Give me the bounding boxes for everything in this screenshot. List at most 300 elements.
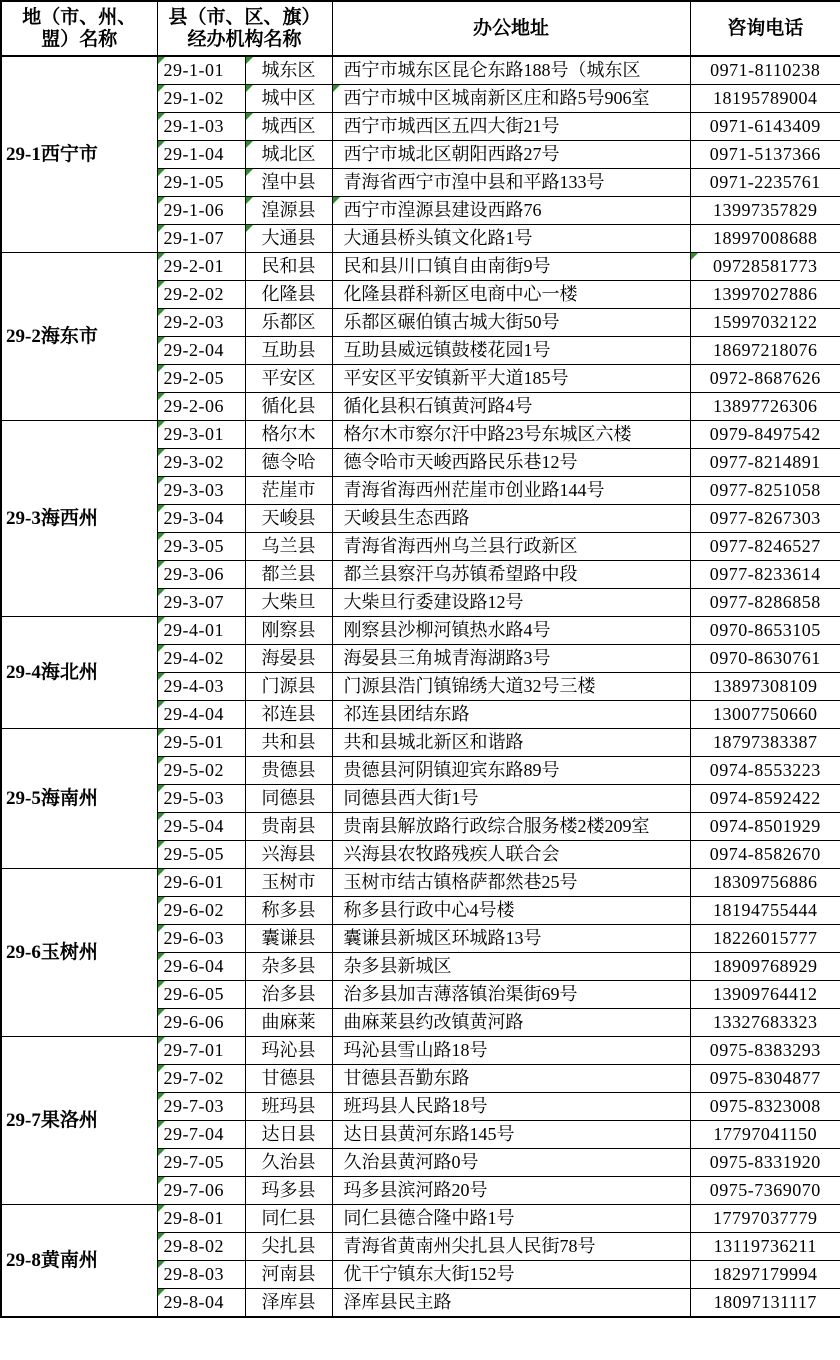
name-cell: [245, 113, 332, 141]
name-cell: [245, 589, 332, 617]
address-cell: [332, 813, 690, 841]
address-cell: [332, 281, 690, 309]
phone-text: 18194755444: [713, 900, 818, 921]
phone-cell: [690, 561, 840, 589]
code-cell: [157, 925, 245, 953]
name-text: 共和县: [261, 732, 316, 753]
code-text: 29-1-07: [163, 228, 224, 249]
name-cell: [245, 253, 332, 281]
green-triangle-icon: [246, 197, 253, 204]
name-text: 湟中县: [261, 172, 316, 193]
address-cell: [332, 253, 690, 281]
table-header: [1, 1, 840, 56]
address-text: 西宁市城西区五四大街21号: [343, 116, 560, 137]
green-triangle-icon: [158, 617, 165, 624]
code-text: 29-4-03: [163, 676, 224, 697]
name-cell: [245, 869, 332, 897]
phone-text: 18297179994: [713, 1264, 818, 1285]
code-text: 29-3-06: [163, 564, 224, 585]
code-text: 29-3-07: [163, 592, 224, 613]
address-cell: [332, 1177, 690, 1205]
name-text: 大柴旦: [261, 592, 316, 613]
name-text: 班玛县: [261, 1096, 316, 1117]
phone-text: 0977-8251058: [709, 480, 821, 501]
address-cell: [332, 953, 690, 981]
table-row: [1, 1205, 840, 1233]
address-text: 互助县威远镇鼓楼花园1号: [343, 340, 551, 361]
name-cell: [245, 729, 332, 757]
name-text: 祁连县: [261, 704, 316, 725]
phone-cell: [690, 197, 840, 225]
phone-text: 0975-8304877: [709, 1068, 821, 1089]
address-cell: [332, 925, 690, 953]
code-text: 29-2-01: [163, 256, 224, 277]
phone-cell: [690, 365, 840, 393]
phone-cell: [690, 1093, 840, 1121]
address-cell: [332, 1037, 690, 1065]
code-cell: [157, 1233, 245, 1261]
green-triangle-icon: [691, 253, 698, 260]
code-cell: [157, 729, 245, 757]
phone-text: 13897726306: [713, 396, 818, 417]
address-text: 达日县黄河东路145号: [343, 1124, 515, 1145]
code-cell: [157, 197, 245, 225]
address-cell: [332, 841, 690, 869]
code-text: 29-6-04: [163, 956, 224, 977]
name-cell: [245, 281, 332, 309]
code-cell: [157, 1177, 245, 1205]
address-text: 班玛县人民路18号: [343, 1096, 488, 1117]
code-text: 29-7-06: [163, 1180, 224, 1201]
name-cell: [245, 785, 332, 813]
phone-cell: [690, 1205, 840, 1233]
address-text: 贵德县河阴镇迎宾东路89号: [343, 760, 560, 781]
green-triangle-icon: [158, 785, 165, 792]
name-text: 城东区: [261, 60, 316, 81]
green-triangle-icon: [158, 813, 165, 820]
green-triangle-icon: [158, 729, 165, 736]
code-cell: [157, 477, 245, 505]
address-cell: [332, 1009, 690, 1037]
phone-text: 13997027886: [713, 284, 818, 305]
address-text: 西宁市城北区朝阳西路27号: [343, 144, 560, 165]
name-cell: [245, 813, 332, 841]
green-triangle-icon: [158, 841, 165, 848]
address-cell: [332, 897, 690, 925]
green-triangle-icon: [158, 1093, 165, 1100]
green-triangle-icon: [158, 477, 165, 484]
green-triangle-icon: [158, 869, 165, 876]
phone-text: 13007750660: [713, 704, 818, 725]
code-cell: [157, 869, 245, 897]
phone-text: 0975-8323008: [709, 1096, 821, 1117]
phone-cell: [690, 281, 840, 309]
name-text: 海晏县: [261, 648, 316, 669]
address-text: 大柴旦行委建设路12号: [343, 592, 524, 613]
address-cell: [332, 477, 690, 505]
code-cell: [157, 309, 245, 337]
code-cell: [157, 533, 245, 561]
code-cell: [157, 169, 245, 197]
region-cell: 29-1西宁市: [1, 56, 157, 253]
phone-cell: [690, 645, 840, 673]
address-cell: [332, 757, 690, 785]
name-cell: [245, 981, 332, 1009]
phone-text: 0974-8592422: [709, 788, 821, 809]
name-cell: [245, 757, 332, 785]
name-text: 格尔木: [261, 424, 316, 445]
name-cell: [245, 365, 332, 393]
code-text: 29-1-01: [163, 60, 224, 81]
name-text: 曲麻莱: [261, 1012, 316, 1033]
phone-cell: [690, 477, 840, 505]
address-text: 玛多县滨河路20号: [343, 1180, 488, 1201]
address-cell: [332, 505, 690, 533]
code-cell: [157, 1065, 245, 1093]
name-cell: [245, 897, 332, 925]
phone-cell: [690, 1009, 840, 1037]
table-body: [1, 56, 840, 1317]
name-cell: [245, 1261, 332, 1289]
phone-cell: [690, 1177, 840, 1205]
phone-text: 0979-8497542: [709, 424, 821, 445]
code-text: 29-5-04: [163, 816, 224, 837]
name-cell: [245, 309, 332, 337]
green-triangle-icon: [158, 1261, 165, 1268]
name-text: 治多县: [261, 984, 316, 1005]
code-text: 29-4-02: [163, 648, 224, 669]
code-cell: [157, 617, 245, 645]
name-cell: [245, 617, 332, 645]
green-triangle-icon: [158, 1121, 165, 1128]
phone-cell: [690, 309, 840, 337]
code-text: 29-3-01: [163, 424, 224, 445]
code-cell: [157, 1289, 245, 1318]
phone-text: 17797037779: [713, 1208, 818, 1229]
address-text: 都兰县察汗乌苏镇希望路中段: [343, 564, 578, 585]
code-cell: [157, 281, 245, 309]
phone-cell: [690, 169, 840, 197]
green-triangle-icon: [158, 1289, 165, 1296]
code-cell: [157, 701, 245, 729]
name-text: 互助县: [261, 340, 316, 361]
address-cell: [332, 225, 690, 253]
code-text: 29-3-04: [163, 508, 224, 529]
address-text: 化隆县群科新区电商中心一楼: [343, 284, 578, 305]
code-text: 29-8-03: [163, 1264, 224, 1285]
code-cell: [157, 1261, 245, 1289]
code-cell: [157, 505, 245, 533]
code-text: 29-7-01: [163, 1040, 224, 1061]
code-text: 29-7-04: [163, 1124, 224, 1145]
code-cell: [157, 1009, 245, 1037]
code-text: 29-7-02: [163, 1068, 224, 1089]
code-text: 29-4-01: [163, 620, 224, 641]
address-text: 平安区平安镇新平大道185号: [343, 368, 569, 389]
green-triangle-icon: [158, 253, 165, 260]
code-cell: [157, 421, 245, 449]
phone-text: 0971-8110238: [710, 60, 821, 81]
code-text: 29-1-04: [163, 144, 224, 165]
name-text: 同德县: [261, 788, 316, 809]
name-cell: [245, 1037, 332, 1065]
green-triangle-icon: [158, 505, 165, 512]
green-triangle-icon: [158, 1149, 165, 1156]
green-triangle-icon: [158, 1009, 165, 1016]
code-cell: [157, 1093, 245, 1121]
green-triangle-icon: [158, 1065, 165, 1072]
address-cell: [332, 1093, 690, 1121]
name-cell: [245, 56, 332, 85]
name-text: 玛多县: [261, 1180, 316, 1201]
green-triangle-icon: [158, 897, 165, 904]
green-triangle-icon: [158, 309, 165, 316]
phone-cell: [690, 1149, 840, 1177]
phone-text: 13997357829: [713, 200, 818, 221]
code-cell: [157, 645, 245, 673]
green-triangle-icon: [158, 281, 165, 288]
table-row: [1, 56, 840, 85]
code-text: 29-5-02: [163, 760, 224, 781]
code-text: 29-6-01: [163, 872, 224, 893]
name-text: 平安区: [261, 368, 316, 389]
code-text: 29-2-05: [163, 368, 224, 389]
name-cell: [245, 421, 332, 449]
name-text: 天峻县: [261, 508, 316, 529]
phone-cell: [690, 1289, 840, 1318]
address-text: 青海省西宁市湟中县和平路133号: [343, 172, 605, 193]
name-cell: [245, 925, 332, 953]
green-triangle-icon: [158, 701, 165, 708]
phone-text: 18195789004: [713, 88, 818, 109]
name-text: 城北区: [261, 144, 316, 165]
name-text: 达日县: [261, 1124, 316, 1145]
code-cell: [157, 1205, 245, 1233]
name-text: 刚察县: [261, 620, 316, 641]
phone-text: 18097131117: [713, 1292, 817, 1313]
address-cell: [332, 533, 690, 561]
code-text: 29-6-02: [163, 900, 224, 921]
green-triangle-icon: [246, 85, 253, 92]
code-cell: [157, 561, 245, 589]
phone-text: 18309756886: [713, 872, 818, 893]
green-triangle-icon: [158, 169, 165, 176]
address-text: 大通县桥头镇文化路1号: [343, 228, 533, 249]
phone-text: 0977-8246527: [709, 536, 821, 557]
table-row: [1, 421, 840, 449]
address-cell: [332, 393, 690, 421]
address-cell: [332, 869, 690, 897]
green-triangle-icon: [158, 449, 165, 456]
header-region-line1: 地（市、州、: [22, 6, 137, 28]
code-text: 29-1-06: [163, 200, 224, 221]
address-cell: [332, 981, 690, 1009]
name-text: 德令哈: [261, 452, 316, 473]
phone-text: 0977-8233614: [709, 564, 821, 585]
name-text: 都兰县: [261, 564, 316, 585]
name-cell: [245, 1233, 332, 1261]
phone-cell: [690, 869, 840, 897]
phone-text: 0971-6143409: [709, 116, 821, 137]
address-text: 门源县浩门镇锦绣大道32号三楼: [343, 676, 596, 697]
code-text: 29-6-05: [163, 984, 224, 1005]
green-triangle-icon: [158, 981, 165, 988]
phone-cell: [690, 1037, 840, 1065]
address-text: 西宁市城东区昆仑东路188号（城东区: [343, 60, 641, 81]
address-cell: [332, 169, 690, 197]
address-text: 泽库县民主路: [343, 1292, 452, 1313]
code-text: 29-8-01: [163, 1208, 224, 1229]
region-cell: 29-7果洛州: [1, 1037, 157, 1205]
code-cell: [157, 1149, 245, 1177]
phone-text: 0977-8286858: [709, 592, 821, 613]
address-cell: [332, 449, 690, 477]
code-text: 29-1-05: [163, 172, 224, 193]
header-region: [1, 1, 157, 56]
phone-text: 0974-8582670: [709, 844, 821, 865]
address-text: 乐都区碾伯镇古城大街50号: [343, 312, 560, 333]
phone-text: 13327683323: [713, 1012, 818, 1033]
address-cell: [332, 673, 690, 701]
green-triangle-icon: [158, 757, 165, 764]
code-cell: [157, 589, 245, 617]
code-text: 29-4-04: [163, 704, 224, 725]
phone-cell: [690, 253, 840, 281]
code-cell: [157, 1037, 245, 1065]
phone-text: 0970-8653105: [709, 620, 821, 641]
address-cell: [332, 1121, 690, 1149]
name-cell: [245, 1177, 332, 1205]
name-cell: [245, 673, 332, 701]
name-text: 贵德县: [261, 760, 316, 781]
address-text: 格尔木市察尔汗中路23号东城区六楼: [343, 424, 632, 445]
address-cell: [332, 701, 690, 729]
address-text: 祁连县团结东路: [343, 704, 470, 725]
name-text: 杂多县: [261, 956, 316, 977]
address-cell: [332, 1149, 690, 1177]
address-text: 甘德县吾勤东路: [343, 1068, 470, 1089]
address-text: 天峻县生态西路: [343, 508, 470, 529]
phone-cell: [690, 953, 840, 981]
address-text: 久治县黄河路0号: [343, 1152, 479, 1173]
phone-text: 0975-8331920: [709, 1152, 821, 1173]
code-text: 29-5-01: [163, 732, 224, 753]
code-cell: [157, 253, 245, 281]
region-cell: 29-3海西州: [1, 421, 157, 617]
address-cell: [332, 1065, 690, 1093]
phone-text: 13909764412: [713, 984, 818, 1005]
code-cell: [157, 113, 245, 141]
phone-text: 18997008688: [713, 228, 818, 249]
phone-text: 18697218076: [713, 340, 818, 361]
phone-cell: [690, 337, 840, 365]
name-text: 河南县: [261, 1264, 316, 1285]
phone-text: 0972-8687626: [709, 368, 821, 389]
name-cell: [245, 841, 332, 869]
name-text: 久治县: [261, 1152, 316, 1173]
name-cell: [245, 1009, 332, 1037]
table-row: [1, 1037, 840, 1065]
phone-text: 0975-7369070: [709, 1180, 821, 1201]
green-triangle-icon: [158, 1233, 165, 1240]
code-text: 29-1-03: [163, 116, 224, 137]
name-text: 兴海县: [261, 844, 316, 865]
code-text: 29-6-06: [163, 1012, 224, 1033]
name-cell: [245, 85, 332, 113]
address-text: 同仁县德合隆中路1号: [343, 1208, 515, 1229]
name-text: 湟源县: [261, 200, 316, 221]
code-text: 29-5-05: [163, 844, 224, 865]
header-region-line2: 盟）名称: [41, 28, 118, 50]
green-triangle-icon: [246, 141, 253, 148]
green-triangle-icon: [246, 113, 253, 120]
name-cell: [245, 505, 332, 533]
region-cell: 29-5海南州: [1, 729, 157, 869]
region-cell: 29-6玉树州: [1, 869, 157, 1037]
phone-cell: [690, 1233, 840, 1261]
code-text: 29-3-05: [163, 536, 224, 557]
phone-cell: [690, 113, 840, 141]
address-text: 青海省海西州茫崖市创业路144号: [343, 480, 605, 501]
name-cell: [245, 169, 332, 197]
green-triangle-icon: [333, 197, 340, 204]
name-cell: [245, 449, 332, 477]
code-cell: [157, 141, 245, 169]
phone-cell: [690, 729, 840, 757]
phone-cell: [690, 1261, 840, 1289]
header-agency-line1: 县（市、区、旗）: [168, 6, 321, 28]
code-cell: [157, 757, 245, 785]
phone-text: 13119736211: [713, 1236, 817, 1257]
code-text: 29-6-03: [163, 928, 224, 949]
address-cell: [332, 309, 690, 337]
code-cell: [157, 225, 245, 253]
address-cell: [332, 365, 690, 393]
green-triangle-icon: [158, 953, 165, 960]
code-cell: [157, 897, 245, 925]
name-cell: [245, 197, 332, 225]
address-text: 曲麻莱县约改镇黄河路: [343, 1012, 524, 1033]
name-text: 称多县: [261, 900, 316, 921]
green-triangle-icon: [158, 57, 165, 64]
name-cell: [245, 225, 332, 253]
address-cell: [332, 561, 690, 589]
code-text: 29-7-03: [163, 1096, 224, 1117]
name-text: 贵南县: [261, 816, 316, 837]
address-cell: [332, 56, 690, 85]
table-row: [1, 729, 840, 757]
phone-text: 0977-8267303: [709, 508, 821, 529]
address-text: 共和县城北新区和谐路: [343, 732, 524, 753]
name-cell: [245, 337, 332, 365]
code-cell: [157, 673, 245, 701]
phone-cell: [690, 785, 840, 813]
phone-cell: [690, 85, 840, 113]
address-text: 西宁市城中区城南新区庄和路5号906室: [343, 88, 650, 109]
phone-cell: [690, 393, 840, 421]
phone-cell: [690, 141, 840, 169]
green-triangle-icon: [158, 1037, 165, 1044]
phone-text: 0970-8630761: [709, 648, 821, 669]
address-text: 玛沁县雪山路18号: [343, 1040, 488, 1061]
name-text: 甘德县: [261, 1068, 316, 1089]
name-text: 乐都区: [261, 312, 316, 333]
name-cell: [245, 1289, 332, 1318]
address-text: 海晏县三角城青海湖路3号: [343, 648, 551, 669]
name-cell: [245, 393, 332, 421]
code-cell: [157, 449, 245, 477]
header-phone: 咨询电话: [690, 1, 840, 56]
